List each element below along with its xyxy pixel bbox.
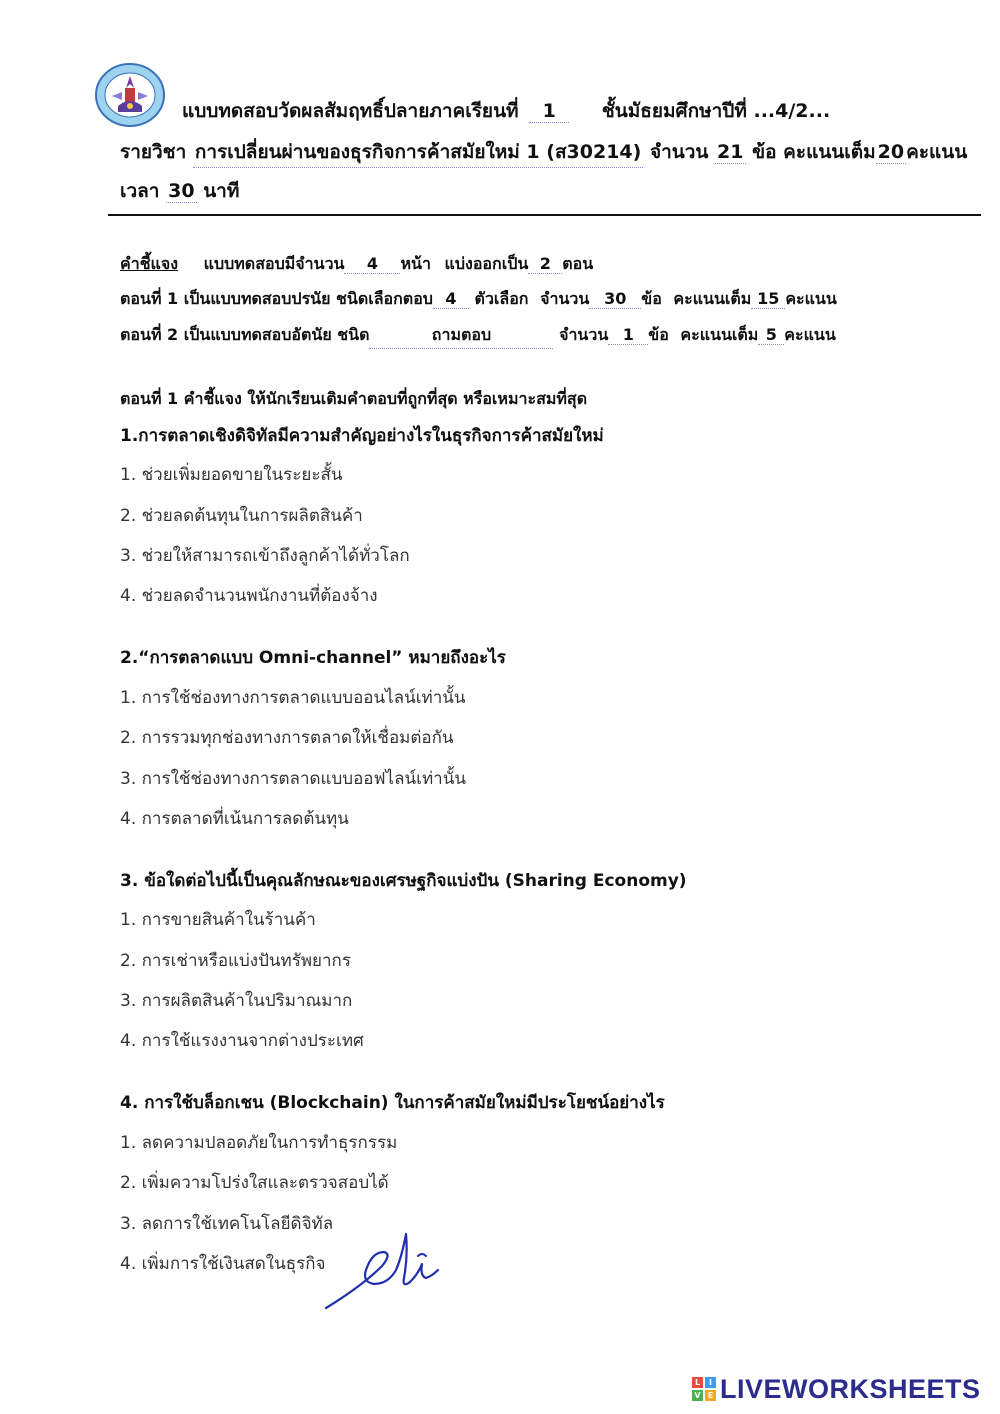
q4-option-1[interactable]: 1. ลดความปลอดภัยในการทำธุรกรรม [120, 1133, 398, 1153]
part1-choices: 4 [433, 289, 469, 309]
q3-option-2[interactable]: 2. การเช่าหรือแบ่งปันทรัพยากร [120, 951, 351, 971]
instructions-line-1 [120, 252, 593, 277]
instructions-title: คำชี้แจง [120, 254, 179, 273]
pages-label: แบบทดสอบมีจำนวน [203, 254, 345, 273]
part1-count: 30 [589, 289, 641, 309]
q1-option-2[interactable]: 2. ช่วยลดต้นทุนในการผลิตสินค้า [120, 506, 363, 526]
part1-label: ตอนที่ 1 เป็นแบบทดสอบปรนัย ชนิดเลือกตอบ [120, 289, 433, 308]
parts-value: 2 [528, 254, 562, 274]
q2-option-3[interactable]: 3. การใช้ช่องทางการตลาดแบบออฟไลน์เท่านั้น [120, 769, 466, 789]
page-unit: หน้า [400, 254, 431, 273]
question-2: 2.“การตลาดแบบ Omni-channel” หมายถึงอะไร [120, 648, 506, 668]
liveworksheets-brand: LIVEWORKSHEETS [720, 1373, 981, 1404]
header-line-2 [120, 137, 967, 168]
part1-score-label: คะแนนเต็ม [673, 289, 752, 308]
part2-score: 5 [758, 325, 784, 345]
exam-title: แบบทดสอบวัดผลสัมฤทธิ์ปลายภาคเรียนที่ [182, 100, 519, 122]
q1-option-4[interactable]: 4. ช่วยลดจำนวนพนักงานที่ต้องจ้าง [120, 586, 378, 606]
q3-option-3[interactable]: 3. การผลิตสินค้าในปริมาณมาก [120, 991, 353, 1011]
signature-icon [322, 1226, 446, 1312]
q1-option-1[interactable]: 1. ช่วยเพิ่มยอดขายในระยะสั้น [120, 465, 343, 485]
logo-tile: I [705, 1377, 716, 1388]
term-value: 1 [529, 100, 569, 123]
question-3: 3. ข้อใดต่อไปนี้เป็นคุณลักษณะของเศรษฐกิจแบ่งปัน (Sharing Economy) [120, 871, 687, 891]
grade-label: ชั้นมัธยมศึกษาปีที่ [601, 100, 747, 122]
part2-count: 1 [608, 325, 648, 345]
q2-option-1[interactable]: 1. การใช้ช่องทางการตลาดแบบออนไลน์เท่านั้น [120, 688, 466, 708]
count-label: จำนวน [649, 141, 709, 163]
logo-tile: V [692, 1390, 703, 1401]
q2-option-4[interactable]: 4. การตลาดที่เน้นการลดต้นทุน [120, 809, 349, 829]
part1-score: 15 [751, 289, 785, 309]
q4-option-3[interactable]: 3. ลดการใช้เทคโนโลยีดิจิทัล [120, 1214, 334, 1234]
item-unit: ข้อ [752, 141, 777, 163]
score-value: 20 [877, 141, 905, 163]
time-label: เวลา [120, 180, 160, 202]
part2-item-unit: ข้อ [648, 325, 669, 344]
q1-option-3[interactable]: 3. ช่วยให้สามารถเข้าถึงลูกค้าได้ทั่วโลก [120, 546, 410, 566]
header-line-3 [120, 176, 239, 206]
question-1: 1.การตลาดเชิงดิจิทัลมีความสำคัญอย่างไรในธุรกิจการค้าสมัยใหม่ [120, 426, 604, 446]
q4-option-2[interactable]: 2. เพิ่มความโปร่งใสและตรวจสอบได้ [120, 1173, 389, 1193]
score-unit: คะแนน [906, 141, 968, 163]
parts-label: แบ่งออกเป็น [444, 254, 529, 273]
part1-score-unit: คะแนน [785, 289, 837, 308]
header-line-1 [182, 96, 830, 126]
logo-tile: L [692, 1377, 703, 1388]
q2-option-2[interactable]: 2. การรวมทุกช่องทางการตลาดให้เชื่อมต่อกัน [120, 728, 454, 748]
part-unit: ตอน [562, 254, 594, 273]
question-4: 4. การใช้บล็อกเชน (Blockchain) ในการค้าสมัยใหม่มีประโยชน์อย่างไร [120, 1093, 665, 1113]
subject-value: การเปลี่ยนผ่านของธุรกิจการค้าสมัยใหม่ 1 (ส30214) [193, 137, 643, 168]
part2-count-label: จำนวน [559, 325, 609, 344]
pages-value: 4 [344, 254, 400, 274]
liveworksheets-logo-icon [692, 1377, 716, 1401]
header-divider [108, 214, 981, 216]
section1-instruction: ตอนที่ 1 คำชี้แจง ให้นักเรียนเติมคำตอบที่ถูกที่สุด หรือเหมาะสมที่สุด [120, 389, 588, 408]
part1-choice-unit: ตัวเลือก [474, 289, 529, 308]
count-value: 21 [717, 141, 744, 163]
part2-score-unit: คะแนน [784, 325, 836, 344]
q3-option-1[interactable]: 1. การขายสินค้าในร้านค้า [120, 910, 316, 930]
part2-score-label: คะแนนเต็ม [680, 325, 759, 344]
q4-option-4[interactable]: 4. เพิ่มการใช้เงินสดในธุรกิจ [120, 1254, 326, 1274]
logo-tile: E [705, 1390, 716, 1401]
liveworksheets-watermark [692, 1374, 981, 1404]
part2-type: ถามตอบ [369, 323, 553, 349]
part1-item-unit: ข้อ [641, 289, 662, 308]
subject-label: รายวิชา [120, 141, 187, 163]
grade-value: ...4/2... [753, 100, 831, 122]
part2-label: ตอนที่ 2 เป็นแบบทดสอบอัตนัย ชนิด [120, 325, 370, 344]
instructions-line-2 [120, 287, 837, 312]
score-label: คะแนนเต็ม [783, 141, 876, 163]
school-emblem-icon [94, 62, 166, 128]
part1-count-label: จำนวน [540, 289, 590, 308]
q3-option-4[interactable]: 4. การใช้แรงงานจากต่างประเทศ [120, 1031, 364, 1051]
time-unit: นาที [203, 180, 240, 202]
time-value: 30 [168, 180, 195, 202]
instructions-line-3 [120, 323, 836, 349]
